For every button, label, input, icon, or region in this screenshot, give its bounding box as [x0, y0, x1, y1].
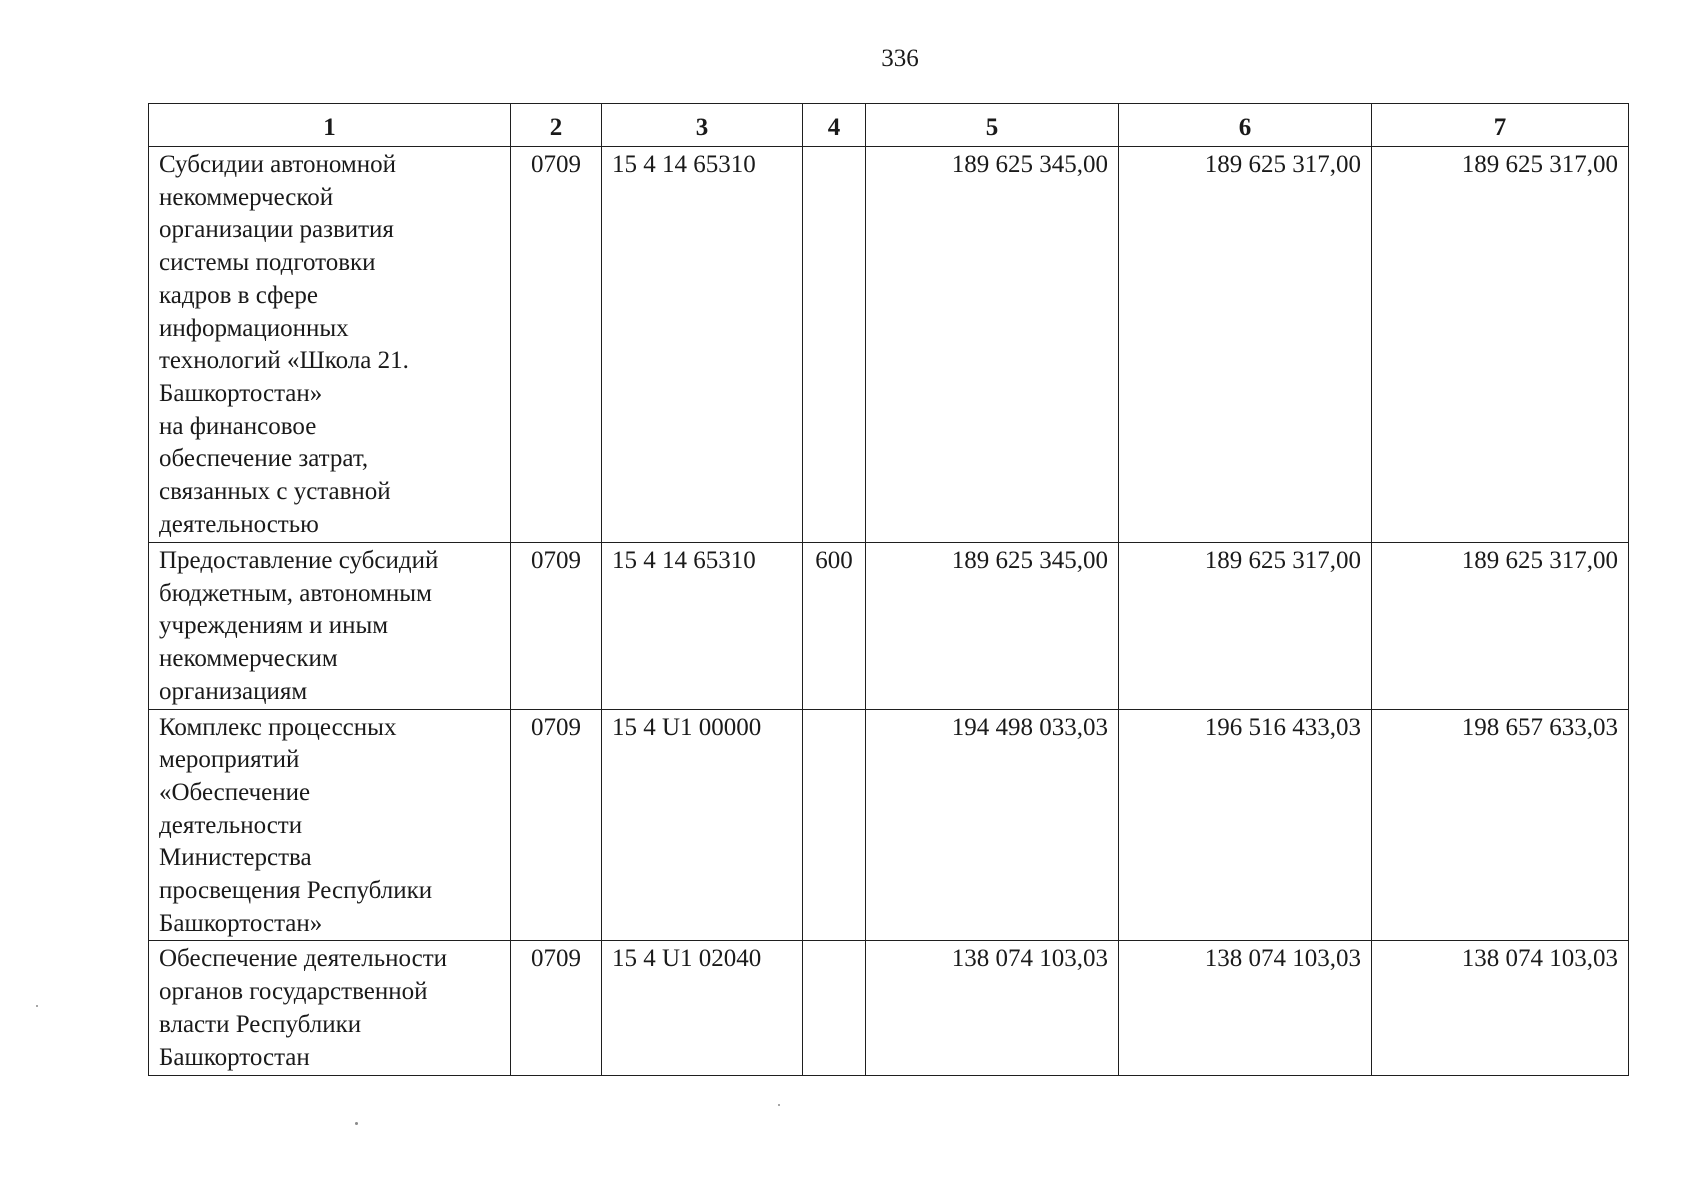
table-row	[149, 941, 1629, 1076]
header-col-3: 3	[602, 104, 803, 147]
row-year-2: 196 516 433,03	[1119, 709, 1372, 941]
table-header	[149, 104, 1629, 147]
row-target: 15 4 14 65310	[602, 543, 803, 710]
table-row	[149, 147, 1629, 543]
row-year-1: 189 625 345,00	[866, 543, 1119, 710]
row-target: 15 4 U1 00000	[602, 709, 803, 941]
header-col-6: 6	[1119, 104, 1372, 147]
scan-speck	[778, 1104, 780, 1106]
row-target: 15 4 U1 02040	[602, 941, 803, 1076]
header-col-1: 1	[149, 104, 511, 147]
row-type	[803, 147, 866, 543]
row-section: 0709	[511, 941, 602, 1076]
row-year-2: 138 074 103,03	[1119, 941, 1372, 1076]
row-target: 15 4 14 65310	[602, 147, 803, 543]
row-type	[803, 941, 866, 1076]
row-name: Предоставление субсидий бюджетным, автономным учреждениям и иным некоммерческим организациям	[149, 543, 511, 710]
scan-speck	[355, 1122, 358, 1125]
row-name: Комплекс процессных мероприятий «Обеспечение деятельности Министерства просвещения Республики Башкортостан»	[149, 709, 511, 941]
table-body	[149, 147, 1629, 1076]
header-col-7: 7	[1372, 104, 1629, 147]
row-name: Субсидии автономной некоммерческой организации развития системы подготовки кадров в сфере информационных технологий «Школа 21. Башкортостан» на финансовое обеспечение затрат, связанных с уставной деятельностью	[149, 147, 511, 543]
row-year-3: 189 625 317,00	[1372, 543, 1629, 710]
header-row	[149, 104, 1629, 147]
header-col-4: 4	[803, 104, 866, 147]
scan-speck	[36, 1005, 38, 1007]
row-year-3: 189 625 317,00	[1372, 147, 1629, 543]
row-year-2: 189 625 317,00	[1119, 543, 1372, 710]
row-year-3: 138 074 103,03	[1372, 941, 1629, 1076]
row-section: 0709	[511, 709, 602, 941]
budget-table	[148, 103, 1629, 1076]
row-type	[803, 709, 866, 941]
row-year-2: 189 625 317,00	[1119, 147, 1372, 543]
row-name: Обеспечение деятельности органов государственной власти Республики Башкортостан	[149, 941, 511, 1076]
row-type: 600	[803, 543, 866, 710]
header-col-5: 5	[866, 104, 1119, 147]
row-year-3: 198 657 633,03	[1372, 709, 1629, 941]
page-number: 336	[881, 45, 919, 72]
row-year-1: 138 074 103,03	[866, 941, 1119, 1076]
row-year-1: 194 498 033,03	[866, 709, 1119, 941]
table-row	[149, 709, 1629, 941]
row-section: 0709	[511, 147, 602, 543]
header-col-2: 2	[511, 104, 602, 147]
row-section: 0709	[511, 543, 602, 710]
table-row	[149, 543, 1629, 710]
row-year-1: 189 625 345,00	[866, 147, 1119, 543]
